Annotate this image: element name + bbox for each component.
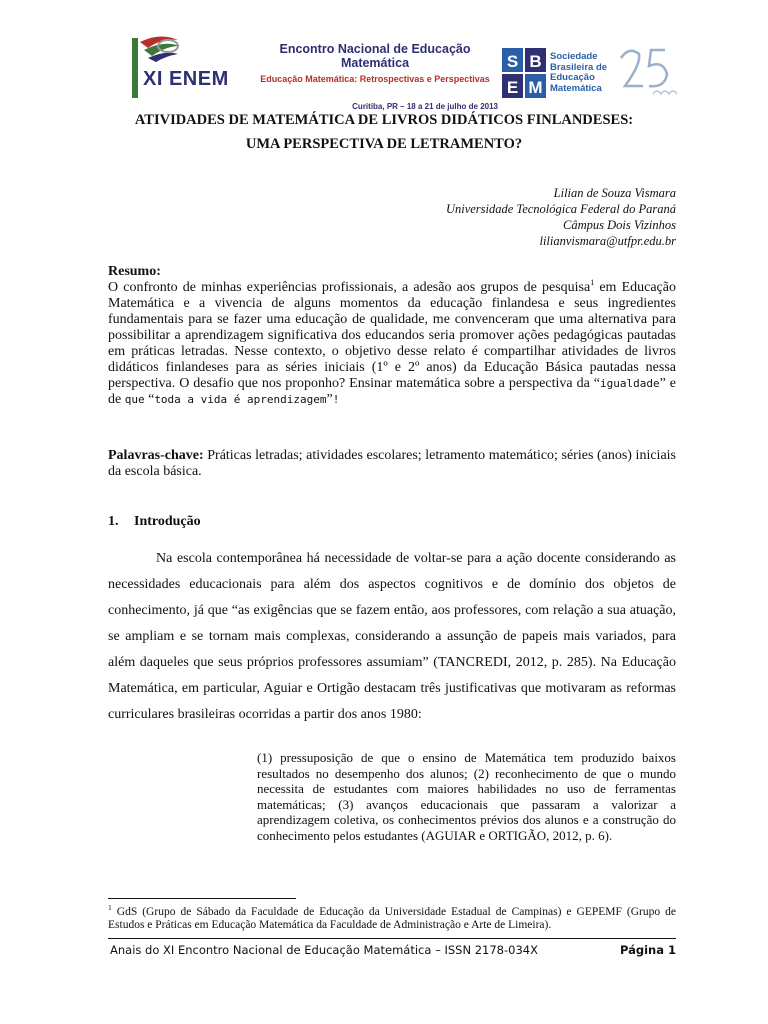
- keywords: [108, 448, 676, 480]
- author-name: Lilian de Souza Vismara: [553, 186, 676, 200]
- conference-header: [110, 28, 680, 111]
- event-title: Encontro Nacional de Educação Matemática: [279, 42, 471, 70]
- keywords-label: Palavras-chave:: [108, 448, 204, 463]
- abstract-text: O confronto de minhas experiências profissionais, a adesão aos grupos de pesquisa$^1$ em Educação Matemática e a vivencia de alguns momentos da educação finlandesa e seus ingredientes fundamentais para se fazer uma educação de qualidade, me convenceram que uma alternativa para possibilitar a aprendizagem significativa dos educandos seria promover ações pedagógicas pautadas em práticas letradas. Nesse contexto, o objetivo desse relato é compartilhar atividades de livros didáticos finlandeses para as séries iniciais (1º e 2º anos) da Educação Básica pautadas nessa perspectiva. O desafio que nos proponho? Ensinar matemática sobre a perspectiva da “igualdade” e de que “toda a vida é aprendizagem”!: [108, 278, 676, 407]
- intro-paragraph: Na escola contemporânea há necessidade de voltar-se para a ação docente considerando as necessidades educacionais para além dos aspectos cognitivos e de domínio dos objetos de conhecimento, já que “as exigências que se fazem então, aos professores, com relação a sua atuação, se ampliam e se tornam mais complexas, considerando a assunção de papeis mais variados, para além daqueles que seus próprios professores assumiam” (TANCREDI, 2012, p. 285). Na Educação Matemática, em particular, Aguiar e Ortigão destacam três justificativas que motivaram as reformas curriculares brasileiras ocorridas a partir dos anos 1980:: [108, 551, 676, 722]
- footnote-marker: 1: [108, 903, 112, 912]
- footnote-ref[interactable]: 1: [590, 278, 595, 287]
- svg-text:B: B: [529, 52, 542, 71]
- event-info: [250, 42, 500, 111]
- footer-page-number: Página 1: [619, 943, 676, 957]
- section-number: 1.: [108, 514, 119, 529]
- enem-logo-text: XI ENEM: [143, 68, 229, 90]
- author-institution: Universidade Tecnológica Federal do Paraná: [445, 202, 676, 216]
- footer-proceedings: Anais do XI Encontro Nacional de Educação Matemática – ISSN 2178-034X: [110, 943, 538, 957]
- svg-text:E: E: [506, 78, 519, 97]
- paper-title-line-1: ATIVIDADES DE MATEMÁTICA DE LIVROS DIDÁTICOS FINLANDESES:: [134, 112, 634, 128]
- author-campus: Câmpus Dois Vizinhos: [563, 218, 676, 232]
- section-heading: [108, 514, 201, 530]
- author-email[interactable]: lilianvismara@utfpr.edu.br: [539, 234, 676, 248]
- footer-rule: [108, 938, 676, 939]
- enem-logo-icon: [118, 32, 238, 102]
- paper-title-line-2: UMA PERSPECTIVA DE LETRAMENTO?: [245, 136, 523, 152]
- sbem-logo-icon: [502, 48, 546, 98]
- footnote-separator: [108, 898, 296, 899]
- svg-text:S: S: [506, 52, 519, 71]
- abstract-label: Resumo:: [108, 264, 161, 279]
- sbem-name: Sociedade Brasileira de Educação Matemática: [550, 51, 608, 94]
- block-quote: (1) pressuposição de que o ensino de Matemática tem produzido baixos resultados no desempenho dos alunos; (2) reconhecimento de que o mundo necessita de estudantes com maiores habilidades no uso de ferramentas matemáticas; (3) avanços educacionais que passaram a valorizar a aprendizagem coletiva, os conhecimentos prévios dos alunos e a construção do conhecimento pelos estudantes (AGUIAR e ORTIGÃO, 2012, p. 6).: [257, 750, 676, 843]
- event-subtitle: Educação Matemática: Retrospectivas e Perspectivas: [260, 74, 490, 84]
- event-place-date: Curitiba, PR – 18 a 21 de julho de 2013: [352, 102, 498, 111]
- anniversary-25-icon: [615, 42, 685, 102]
- footnote: $^1$ GdS (Grupo de Sábado da Faculdade de Educação da Universidade Estadual de Campinas) e GEPEMF (Grupo de Estudos e Práticas em Educação Matemática da Faculdade de Administração e Arte de Limeira).: [108, 903, 676, 931]
- svg-text:M: M: [528, 78, 543, 97]
- keywords-text: Práticas letradas; atividades escolares; letramento matemático; séries (anos) iniciais da escola básica.: [108, 448, 676, 479]
- section-title: Introdução: [134, 514, 201, 529]
